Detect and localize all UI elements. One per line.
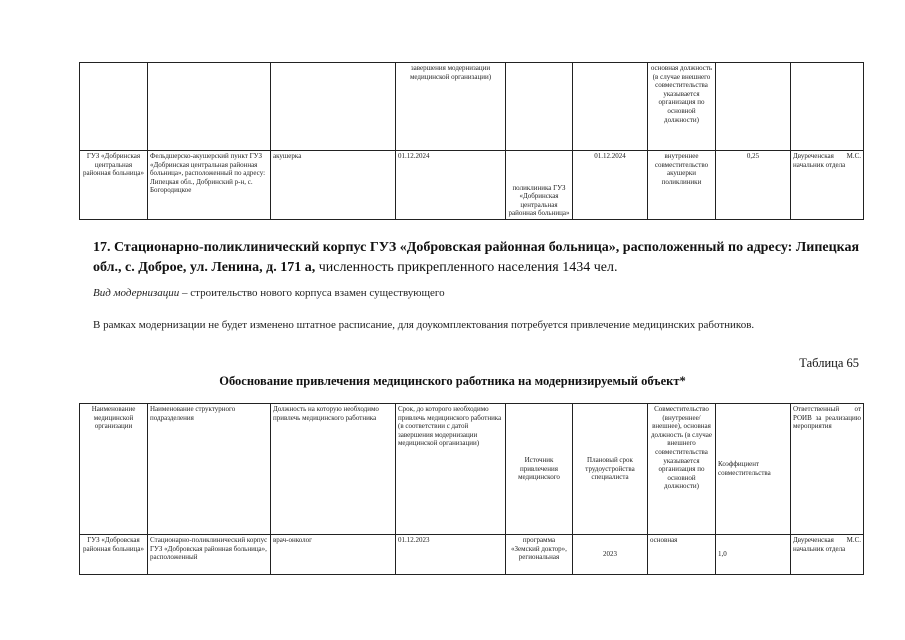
cell-combination: внутреннее совместительство акушерки поликлиники	[648, 151, 716, 220]
header-position: Должность на которую необходимо привлечь медицинского работника	[271, 404, 396, 535]
cell-planned-date: 01.12.2024	[573, 151, 648, 220]
cell-position: акушерка	[271, 151, 396, 220]
header-organization: Наименование медицинской организации	[80, 404, 148, 535]
header-coefficient: Коэффициент совместительства	[716, 404, 791, 535]
cell-subdivision: Фельдшерско-акушерский пункт ГУЗ «Добринская центральная районная больница», расположенный по адресу: Липецкая обл., Добринский р-н, с. Богородицкое	[148, 151, 271, 220]
table-number: Таблица 65	[799, 356, 859, 370]
cell-deadline-note: завершения модернизации медицинской организации)	[396, 63, 506, 151]
cell-responsible: Двуреченская М.С. начальник отдела	[791, 535, 864, 575]
cell-coefficient: 1,0	[716, 535, 791, 575]
cell-deadline: 01.12.2024	[396, 151, 506, 220]
table-row	[80, 151, 864, 220]
table-row	[80, 63, 864, 151]
table-row	[80, 535, 864, 575]
staffing-table	[79, 403, 864, 575]
header-deadline: Срок, до которого необходимо привлечь медицинского работника (в соответствии с датой завершения модернизации медицинской организации)	[396, 404, 506, 535]
cell-planned-date: 2023	[573, 535, 648, 575]
staffing-paragraph: В рамках модернизации не будет изменено штатное расписание, для доукомплектования потребуется привлечение медицинских работников.	[93, 319, 755, 331]
cell-source: программа «Земский доктор», региональная	[506, 535, 573, 575]
cell-organization: ГУЗ «Добринская центральная районная больница»	[80, 151, 148, 220]
modernization-text: – строительство нового корпуса взамен существующего	[179, 287, 445, 299]
modernization-label: Вид модернизации	[93, 287, 180, 299]
cell-coefficient: 0,25	[716, 151, 791, 220]
modernization-type	[93, 286, 445, 301]
section-heading-bold: 17. Стационарно-поликлинический корпус ГУЗ «Добровская районная больница», расположенный по адресу: Липецкая обл., с. Доброе, ул. Ленина, д. 171 а,	[93, 240, 860, 275]
cell-combination-note: основная должность (в случае внешнего совместительства указывается организация по основной должности)	[648, 63, 716, 151]
header-source: Источник привлечения медицинского	[506, 404, 573, 535]
section-heading-population: численность прикрепленного населения 1434 чел.	[315, 260, 618, 275]
cell-source: поликлиника ГУЗ «Добринская центральная районная больница»	[506, 151, 573, 220]
table-header-row	[80, 404, 864, 535]
cell-responsible: Двуреченская М.С. начальник отдела	[791, 151, 864, 220]
header-subdivision: Наименование структурного подразделения	[148, 404, 271, 535]
cell-position: врач-онколог	[271, 535, 396, 575]
header-responsible: Ответственный от РОИВ за реализацию мероприятия	[791, 404, 864, 535]
cell-deadline: 01.12.2023	[396, 535, 506, 575]
cell-combination: основная	[648, 535, 716, 575]
header-combination: Совместительство (внутреннее/внешнее), основная должность (в случае внешнего совместительства указывается организация по основной должности)	[648, 404, 716, 535]
cell-subdivision: Стационарно-поликлинический корпус ГУЗ «Добровская районная больница», расположенный	[148, 535, 271, 575]
section-heading	[93, 238, 868, 278]
cell-organization: ГУЗ «Добровская районная больница»	[80, 535, 148, 575]
header-planned-date: Плановый срок трудоустройства специалиста	[573, 404, 648, 535]
table-title: Обоснование привлечения медицинского работника на модернизируемый объект*	[219, 374, 686, 388]
staffing-table-continued	[79, 62, 864, 220]
